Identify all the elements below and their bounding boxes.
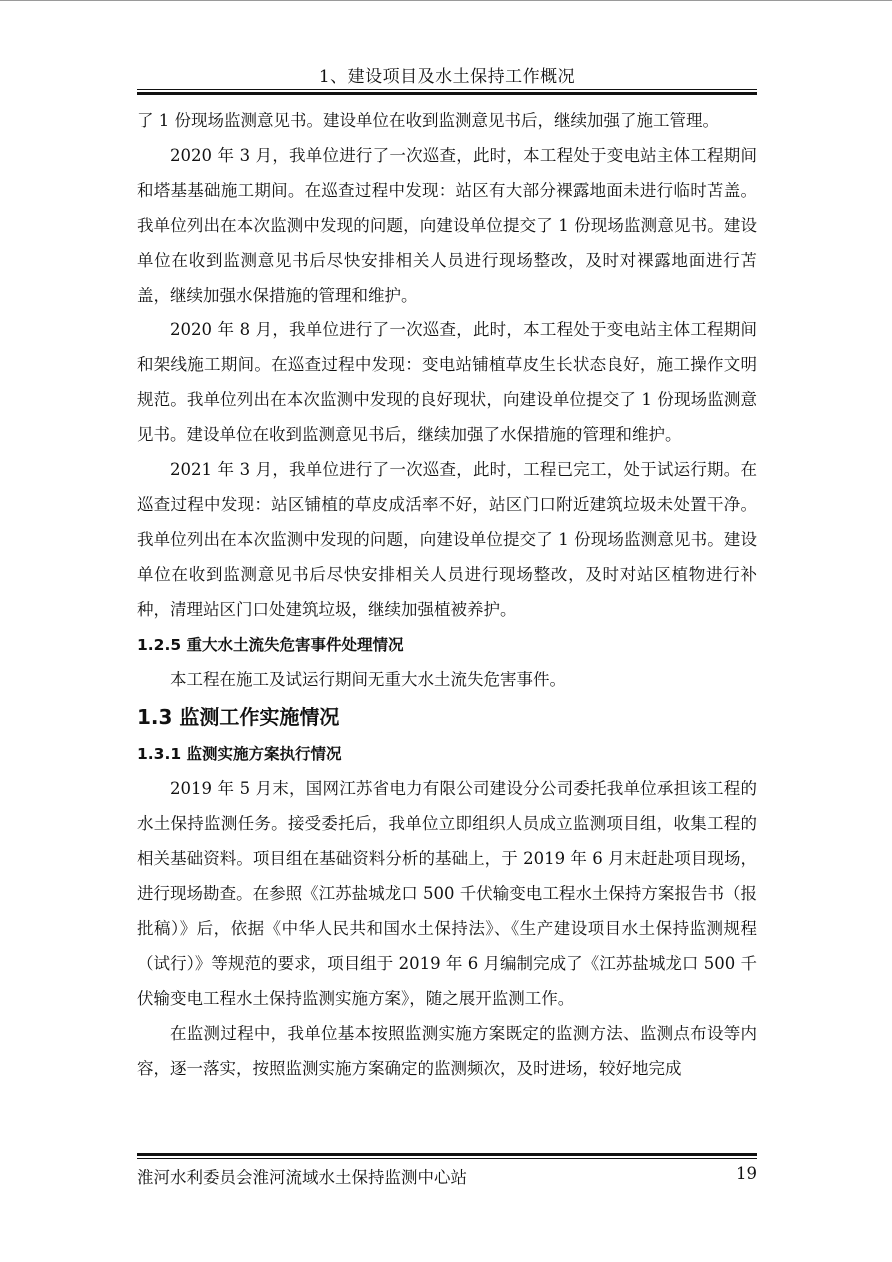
paragraph: 2020 年 8 月，我单位进行了一次巡查，此时，本工程处于变电站主体工程期间和架线施工期间。在巡查过程中发现：变电站铺植草皮生长状态良好，施工操作文明规范。我单位列出在本次监测中发现的良好现状，向建设单位提交了 1 份现场监测意见书。建设单位在收到监测意见书后，继续加强了水保措施的管理和维护。 [137, 320, 757, 445]
page-number: 19 [736, 1164, 757, 1183]
paragraph: 了 1 份现场监测意见书。建设单位在收到监测意见书后，继续加强了施工管理。 [137, 111, 719, 130]
running-footer [137, 1164, 757, 1188]
paragraph: 在监测过程中，我单位基本按照监测实施方案既定的监测方法、监测点布设等内容，逐一落实，按照监测实施方案确定的监测频次，及时进场，较好地完成 [137, 1023, 757, 1078]
paragraph: 2020 年 3 月，我单位进行了一次巡查，此时，本工程处于变电站主体工程期间和塔基基础施工期间。在巡查过程中发现：站区有大部分裸露地面未进行临时苫盖。我单位列出在本次监测中发现的问题，向建设单位提交了 1 份现场监测意见书。建设单位在收到监测意见书后尽快安排相关人员进行现场整改，及时对裸露地面进行苫盖，继续加强水保措施的管理和维护。 [137, 145, 757, 305]
header-rule [137, 89, 757, 95]
section-heading-1-2-5: 1.2.5 重大水土流失危害事件处理情况 [137, 635, 404, 654]
paragraph: 本工程在施工及试运行期间无重大水土流失危害事件。 [170, 669, 566, 689]
paragraph: 2021 年 3 月，我单位进行了一次巡查，此时，工程已完工，处于试运行期。在巡查过程中发现：站区铺植的草皮成活率不好，站区门口附近建筑垃圾未处置干净。我单位列出在本次监测中发现的问题，向建设单位提交了 1 份现场监测意见书。建设单位在收到监测意见书后尽快安排相关人员进行现场整改，及时对站区植物进行补种，清理站区门口处建筑垃圾，继续加强植被养护。 [137, 460, 757, 619]
page-top-border [0, 0, 892, 1]
section-heading-1-3: 1.3 监测工作实施情况 [137, 705, 340, 730]
paragraph: 2019 年 5 月末，国网江苏省电力有限公司建设分公司委托我单位承担该工程的水土保持监测任务。接受委托后，我单位立即组织人员成立监测项目组，收集工程的相关基础资料。项目组在基础资料分析的基础上，于 2019 年 6 月末赶赴项目现场，进行现场勘查。在参照《江苏盐城龙口 500 千伏输变电工程水土保持方案报告书（报批稿）》后，依据《中华人民共和国水土保持法》、《生产建设项目水土保持监测规程（试行）》等规范的要求，项目组于 2019 年 6 月编制完成了《江苏盐城龙口 500 千伏输变电工程水土保持监测实施方案》，随之展开监测工作。 [137, 779, 757, 1008]
document-body [137, 104, 757, 1086]
footer-rule [137, 1153, 757, 1159]
footer-organization: 淮河水利委员会淮河流域水土保持监测中心站 [137, 1168, 467, 1187]
running-header: 1、建设项目及水土保持工作概况 [318, 67, 576, 87]
section-heading-1-3-1: 1.3.1 监测实施方案执行情况 [137, 745, 342, 764]
